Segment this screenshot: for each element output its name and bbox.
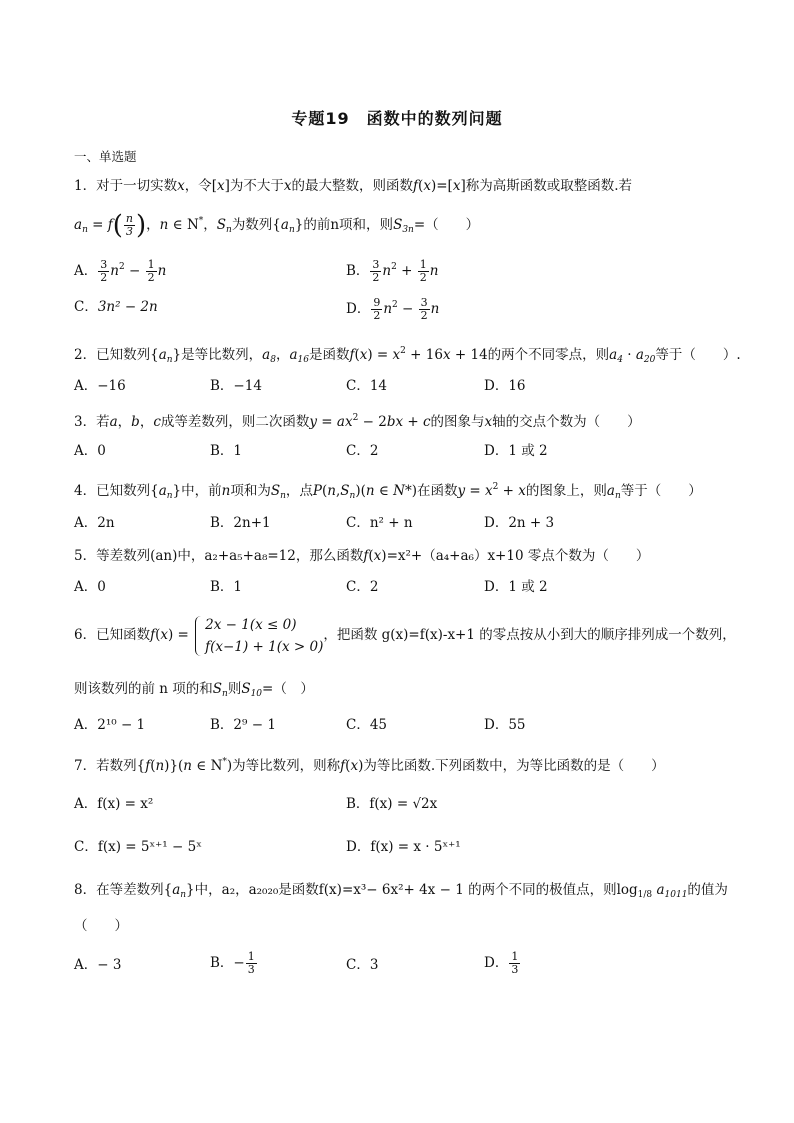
question-3-option-b: B．1 <box>210 443 243 459</box>
question-5-option-c: C．2 <box>346 579 379 595</box>
question-2-option-d: D．16 <box>484 378 526 394</box>
question-1-option-b: B． $\frac{3}{2}$ $n^2$ + $\frac{1}{2}$ n <box>346 258 439 284</box>
question-7-stem: 7．若数列{f(n)}(n ∈ N*)为等比数列，则称f(x)为等比函数.下列函数中，为等比函数的是（ ） <box>74 757 665 774</box>
question-2-option-c: C．14 <box>346 378 388 394</box>
page-title: 专题19 函数中的数列问题 <box>291 109 503 128</box>
question-1-option-d: D． $\frac{9}{2}$ $n^2$ − $\frac{3}{2}$ n <box>346 296 440 322</box>
question-4-option-a: A．2n <box>74 515 115 531</box>
question-5-option-b: B．1 <box>210 579 243 595</box>
question-3-stem: 3．若a，b，c成等差数列，则二次函数$y = ax^2 - 2bx + c$的图象与x轴的交点个数为（ ） <box>74 413 641 430</box>
question-7-option-c: C．f(x) = 5ˣ⁺¹ − 5ˣ <box>74 839 202 855</box>
question-6-option-c: C．45 <box>346 717 388 733</box>
question-6-option-a: A．2¹⁰ − 1 <box>74 717 146 733</box>
question-3-option-d: D．1 或 2 <box>484 443 548 459</box>
question-4-option-c: C．n² + n <box>346 515 413 531</box>
question-3-option-c: C．2 <box>346 443 379 459</box>
question-4-option-d: D．2n + 3 <box>484 515 555 531</box>
question-1-line-2: $a_n = f$( $\frac{n}{3}$ )，n ∈ N*，$S_n$为数列$\{a_n\}$的前n项和，则$S_{3n}=$（ ） <box>74 210 480 241</box>
question-8-line-2: （ ） <box>74 918 128 934</box>
question-2-option-a: A．−16 <box>74 378 126 394</box>
question-1-line-1: 1．对于一切实数x，令[x]为不大于x的最大整数，则函数f(x)=[x]称为高斯函数或取整函数.若 <box>74 178 632 194</box>
question-7-option-a: A．f(x) = x² <box>74 796 154 812</box>
question-5-stem: 5．等差数列(an)中，a₂+a₅+a₈=12，那么函数f(x)=x²+（a₄+a₆）x+10 零点个数为（ ） <box>74 548 650 564</box>
question-4-option-b: B．2n+1 <box>210 515 271 531</box>
question-1-option-a: A． $\frac{3}{2}$ $n^2$ − $\frac{1}{2}$ n <box>74 258 167 284</box>
question-8-option-a: A．− 3 <box>74 957 122 973</box>
question-5-option-a: A．0 <box>74 579 106 595</box>
question-7-option-b: B．f(x) = √2x <box>346 796 438 812</box>
question-8-option-d: D． $\frac{1}{3}$ <box>484 950 519 976</box>
section-heading: 一、单选题 <box>74 149 137 164</box>
question-2-stem: 2．已知数列$\{a_n\}$是等比数列，$a_8$，$a_{16}$是函数$f(x) = x^2 + 16x + 14$的两个不同零点，则$a_4 \cdot a_{20}$等于（ ）. <box>74 346 741 365</box>
question-2-option-b: B．−14 <box>210 378 262 394</box>
question-4-stem: 4．已知数列$\{a_n\}$中，前n项和为$S_n$，点$P(n,S_n)(n$ ∈ N*)在函数$y = x^2 + x$的图象上，则$a_n$等于（ ） <box>74 482 702 501</box>
question-7-option-d: D．f(x) = x · 5ˣ⁺¹ <box>346 839 461 855</box>
question-1-option-c: C．3n² − 2n <box>74 299 158 315</box>
piecewise-function: 2x − 1(x ≤ 0) f(x−1) + 1(x > 0) <box>193 614 323 658</box>
question-8-stem: 8．在等差数列$\{a_n\}$中，a₂，a₂₀₂₀是函数f(x)=x³− 6x²+ 4x − 1 的两个不同的极值点，则$\log_{1/8} a_{1011}$的值为 <box>74 882 728 900</box>
question-8-option-b: B．− $\frac{1}{3}$ <box>210 950 255 976</box>
question-6-line-2: 则该数列的前 n 项的和$S_n$则$S_{10}=$（ ） <box>74 681 314 699</box>
question-5-option-d: D．1 或 2 <box>484 579 548 595</box>
question-3-option-a: A．0 <box>74 443 106 459</box>
question-8-option-c: C．3 <box>346 957 379 973</box>
question-6-stem: 6．已知函数f(x) = 2x − 1(x ≤ 0) f(x−1) + 1(x > 0) ，把函数 g(x)=f(x)-x+1 的零点按从小到大的顺序排列成一个数列， <box>74 612 736 658</box>
question-6-option-d: D．55 <box>484 717 526 733</box>
question-6-option-b: B．2⁹ − 1 <box>210 717 276 733</box>
